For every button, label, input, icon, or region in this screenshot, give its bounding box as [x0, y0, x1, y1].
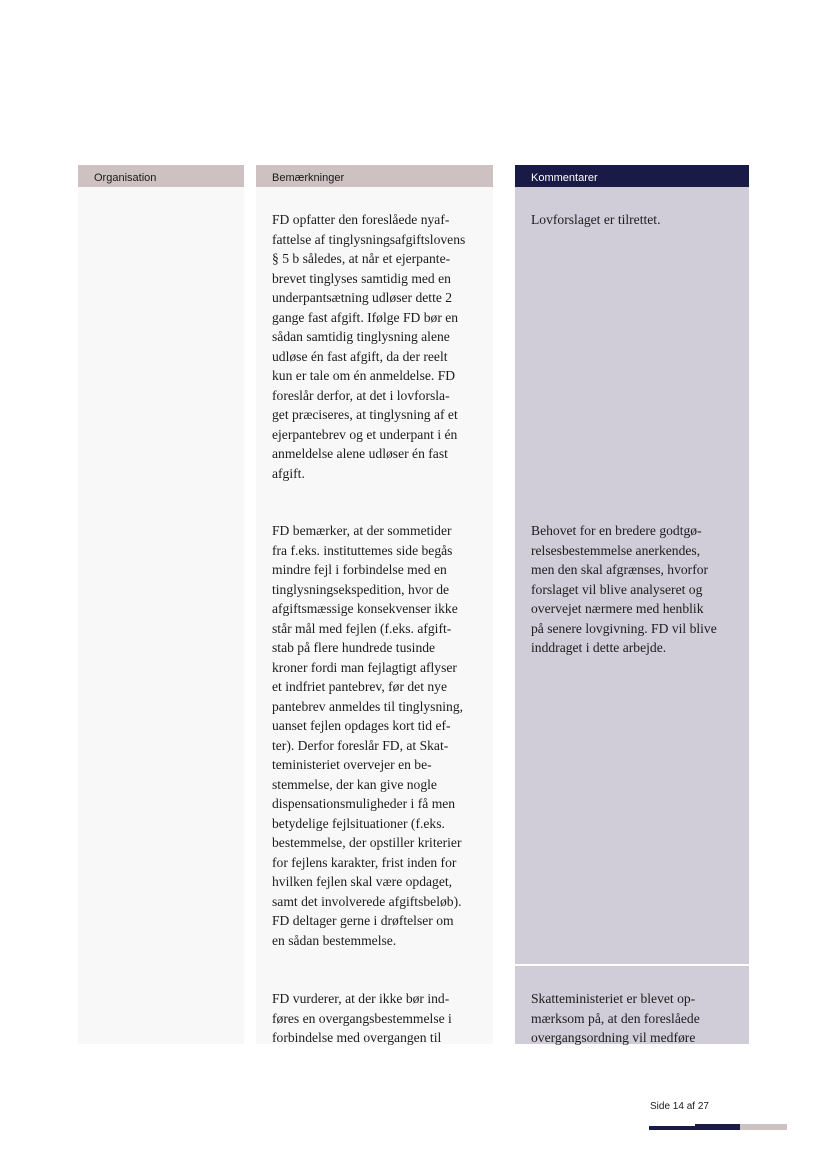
footer-bar-rose: [740, 1124, 787, 1130]
comment-cell-1: Lovforslaget er tilrettet.: [531, 212, 661, 227]
comments-header: Kommentarer: [515, 165, 749, 187]
remark-cell-1: FD opfatter den foreslåede nyaf- fattelse af tinglysningsafgiftslovens § 5 b således, at når et ejerpante- brevet tinglyses samtidig med en underpantsætning udløser dette 2 gange fast afgift. Ifølge FD bør en sådan samtidig tinglysning alene udløse én fast afgift, da der reelt kun er tale om én anmeldelse. FD foreslår derfor, at det i lovforsla- get præciseres, at tinglysning af et ejerpantebrev og et underpant i én anmeldelse alene udløser én fast afgift.: [272, 212, 466, 481]
comment-cell-2: Behovet for en bredere godtgø- relsesbestemmelse anerkendes, men den skal afgrænses, hvorfor forslaget vil blive analyseret og overvejet nærmere med henblik på senere lovgivning. FD vil blive inddraget i dette arbejde.: [531, 523, 717, 655]
comment-cell-3: Skatteministeriet er blevet op- mærksom på, at den foreslåede overgangsordning vil medføre: [531, 991, 700, 1045]
organisation-column: [78, 187, 244, 1044]
remark-cell-3: FD vurderer, at der ikke bør ind- føres en overgangsbestemmelse i forbindelse med overgangen til: [272, 991, 452, 1045]
footer-bar-navy-thick: [695, 1124, 740, 1130]
page-number: Side 14 af 27: [650, 1101, 709, 1112]
remarks-header: Bemærkninger: [256, 165, 493, 187]
remark-cell-2: FD bemærker, at der sommetider fra f.eks. instituttemes side begås mindre fejl i forbindelse med en tinglysningsekspedition, hvor de afgiftsmæssige konsekvenser ikke står mål med fejlen (f.eks. afgift- stab på flere hundrede tusinde kroner fordi man fejlagtigt aflyser et indfriet pantebrev, før det nye pantebrev anmeldes til tinglysning, uanset fejlen opdages kort tid ef- ter). Derfor foreslår FD, at Skat- teministeriet overvejer en be- stemmelse, der kan give nogle dispensationsmuligheder i få men betydelige fejlsituationer (f.eks. bestemmelse, der opstiller kriterier for fejlens karakter, frist inden for hvilken fejlen skal være opdaget, samt det involverede afgiftsbeløb). FD deltager gerne i drøftelser om en sådan bestemmelse.: [272, 523, 464, 948]
organisation-header: Organisation: [78, 165, 244, 187]
